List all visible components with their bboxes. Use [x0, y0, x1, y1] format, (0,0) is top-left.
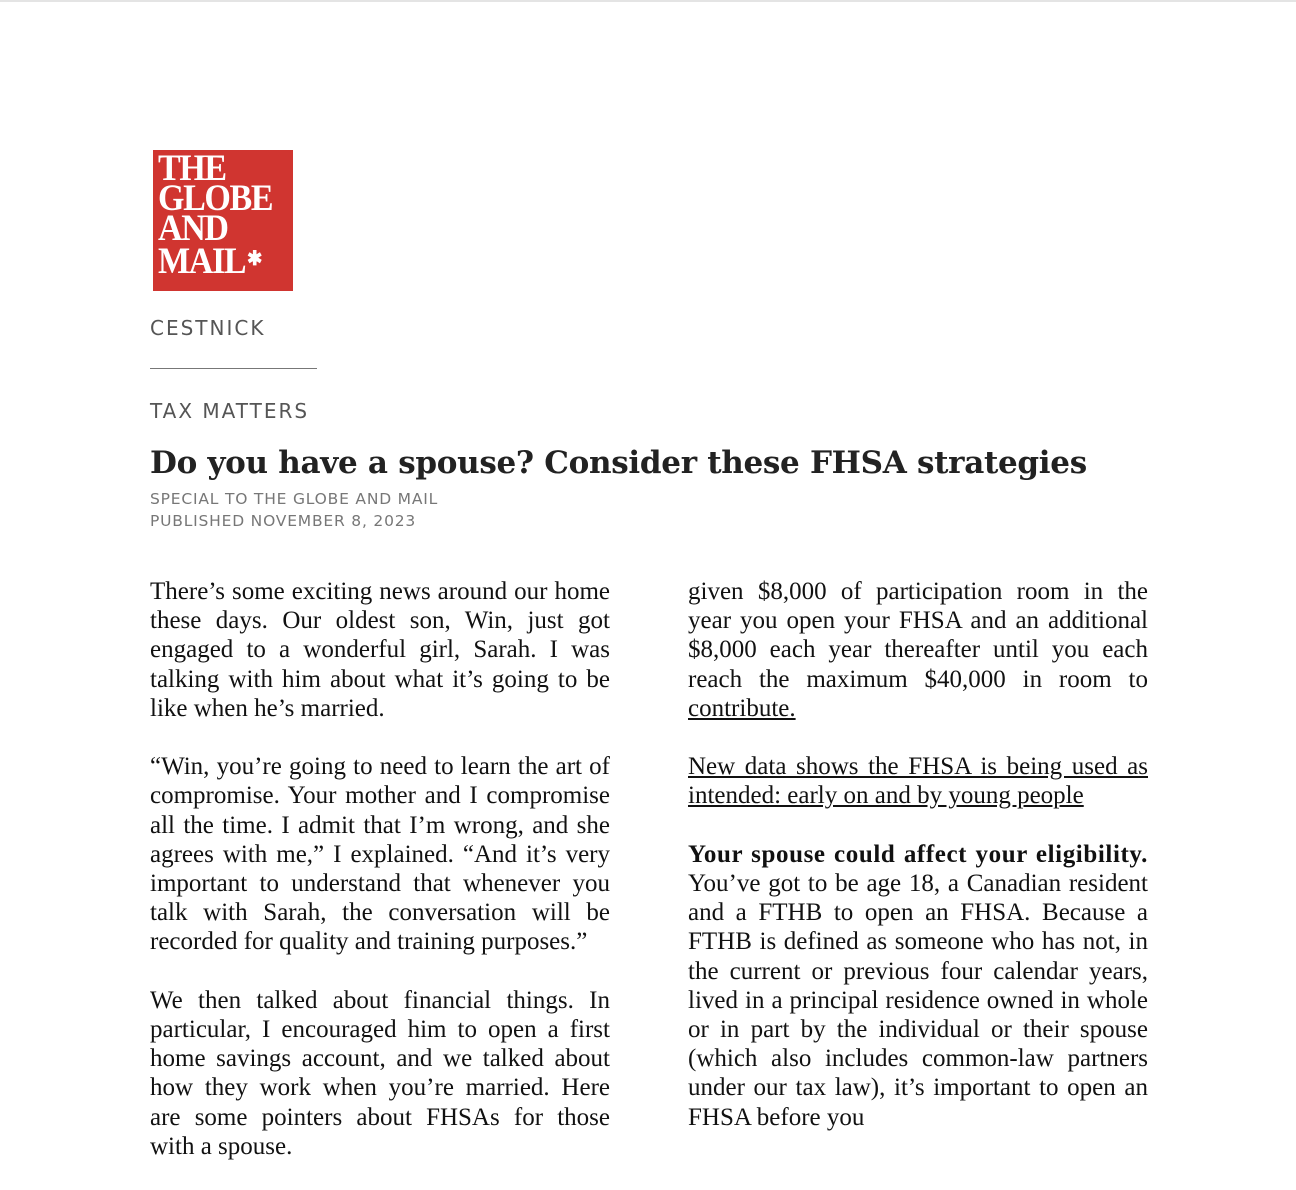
logo-line: THE [158, 148, 226, 189]
related-article [688, 752, 1148, 810]
publish-date: PUBLISHED NOVEMBER 8, 2023 [150, 512, 417, 530]
logo-line: GLOBE [158, 178, 273, 219]
category-label[interactable]: TAX MATTERS [150, 399, 310, 423]
subheading: Your spouse could affect your eligibility. [688, 840, 1148, 868]
article-paragraph: given $8,000 of participation room in the year you open your FHSA and an additional $8,000 each year thereafter until you each reach the maximum $40,000 in room to contribute. [688, 578, 1148, 722]
logo-line: MAIL✱ [158, 241, 263, 282]
contribute-link[interactable]: contribute. [688, 694, 796, 722]
byline: SPECIAL TO THE GLOBE AND MAIL [150, 490, 439, 508]
article-paragraph: Your spouse could affect your eligibility. You’ve got to be age 18, a Canadian resident and a FTHB to open an FHSA. Because a FTHB is defined as someone who has not, in the current or previous four calendar years, lived in a principal residence owned in whole or in part by the individual or their spouse (which also includes common-law partners under our tax law), it’s important to open an FHSA before you [688, 840, 1148, 1131]
logo-line: AND [158, 208, 228, 249]
related-article-link[interactable]: New data shows the FHSA is being used as intended: early on and by young people [688, 753, 1148, 810]
globe-and-mail-logo[interactable] [153, 150, 293, 291]
top-border [0, 0, 1296, 2]
article-paragraph: We then talked about financial things. In particular, I encouraged him to open a first home savings account, and we talked about how they work when you’re married. Here are some pointers about FHSAs for those with a spouse. [150, 986, 610, 1160]
article-headline: Do you have a spouse? Consider these FHSA strategies [150, 445, 1087, 481]
article-paragraph: There’s some exciting news around our home these days. Our oldest son, Win, just got engaged to a wonderful girl, Sarah. I was talking with him about what it’s going to be like when he’s married. [150, 578, 610, 722]
maple-leaf-icon: ✱ [246, 248, 263, 270]
article-column-left [150, 577, 610, 1190]
section-divider [150, 368, 317, 369]
section-label[interactable]: CESTNICK [150, 316, 266, 340]
article-paragraph: “Win, you’re going to need to learn the art of compromise. Your mother and I compromise all the time. I admit that I’m wrong, and she agrees with me,” I explained. “And it’s very important to understand that whenever you talk with Sarah, the conversation will be recorded for quality and training purposes.” [150, 753, 610, 956]
article-column-right [688, 577, 1148, 1161]
